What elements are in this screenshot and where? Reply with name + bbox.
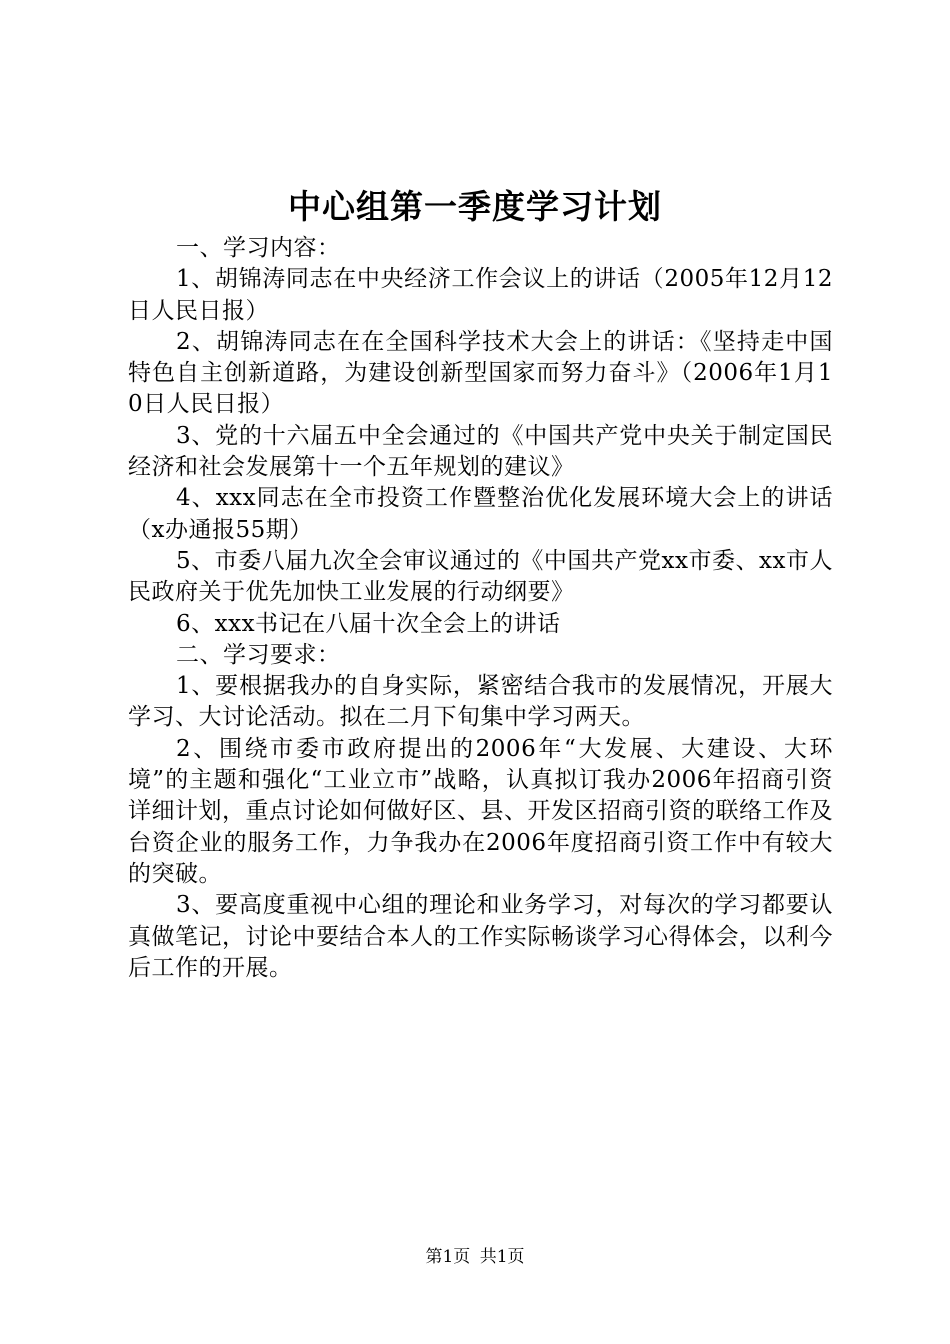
document-body	[128, 233, 833, 984]
section-heading-content: 一、学习内容：	[176, 235, 341, 261]
document-title: 中心组第一季度学习计划	[288, 187, 662, 226]
content-item-4: 4、xxx同志在全市投资工作暨整治优化发展环境大会上的讲话（x办通报55期）	[128, 485, 833, 543]
section-heading-requirements: 二、学习要求：	[176, 641, 341, 668]
requirement-item-3: 3、要高度重视中心组的理论和业务学习，对每次的学习都要认真做笔记，讨论中要结合本人的工作实际畅谈学习心得体会，以利今后工作的开展。	[128, 892, 833, 981]
requirement-item-2: 2、围绕市委市政府提出的2006年“大发展、大建设、大环境”的主题和强化“工业立市”战略，认真拟订我办2006年招商引资详细计划，重点讨论如何做好区、县、开发区招商引资的联络工作及台资企业的服务工作，力争我办在2006年度招商引资工作中有较大的突破。	[128, 735, 833, 887]
requirement-item-1: 1、要根据我办的自身实际，紧密结合我市的发展情况，开展大学习、大讨论活动。拟在二月下旬集中学习两天。	[128, 673, 833, 731]
page-total: 共1页	[479, 1247, 525, 1267]
content-item-2: 2、胡锦涛同志在在全国科学技术大会上的讲话：《坚持走中国特色自主创新道路，为建设创新型国家而努力奋斗》（2006年1月10日人民日报）	[128, 328, 833, 418]
content-item-1: 1、胡锦涛同志在中央经济工作会议上的讲话（2005年12月12日人民日报）	[128, 266, 833, 324]
content-item-6: 6、xxx书记在八届十次全会上的讲话	[176, 610, 561, 637]
page-number: 第1页	[425, 1247, 471, 1267]
content-item-3: 3、党的十六届五中全会通过的《中国共产党中央关于制定国民经济和社会发展第十一个五年规划的建议》	[128, 422, 833, 481]
content-item-5: 5、市委八届九次全会审议通过的《中国共产党xx市委、xx市人民政府关于优先加快工业发展的行动纲要》	[128, 547, 833, 606]
page-footer	[0, 1245, 950, 1269]
